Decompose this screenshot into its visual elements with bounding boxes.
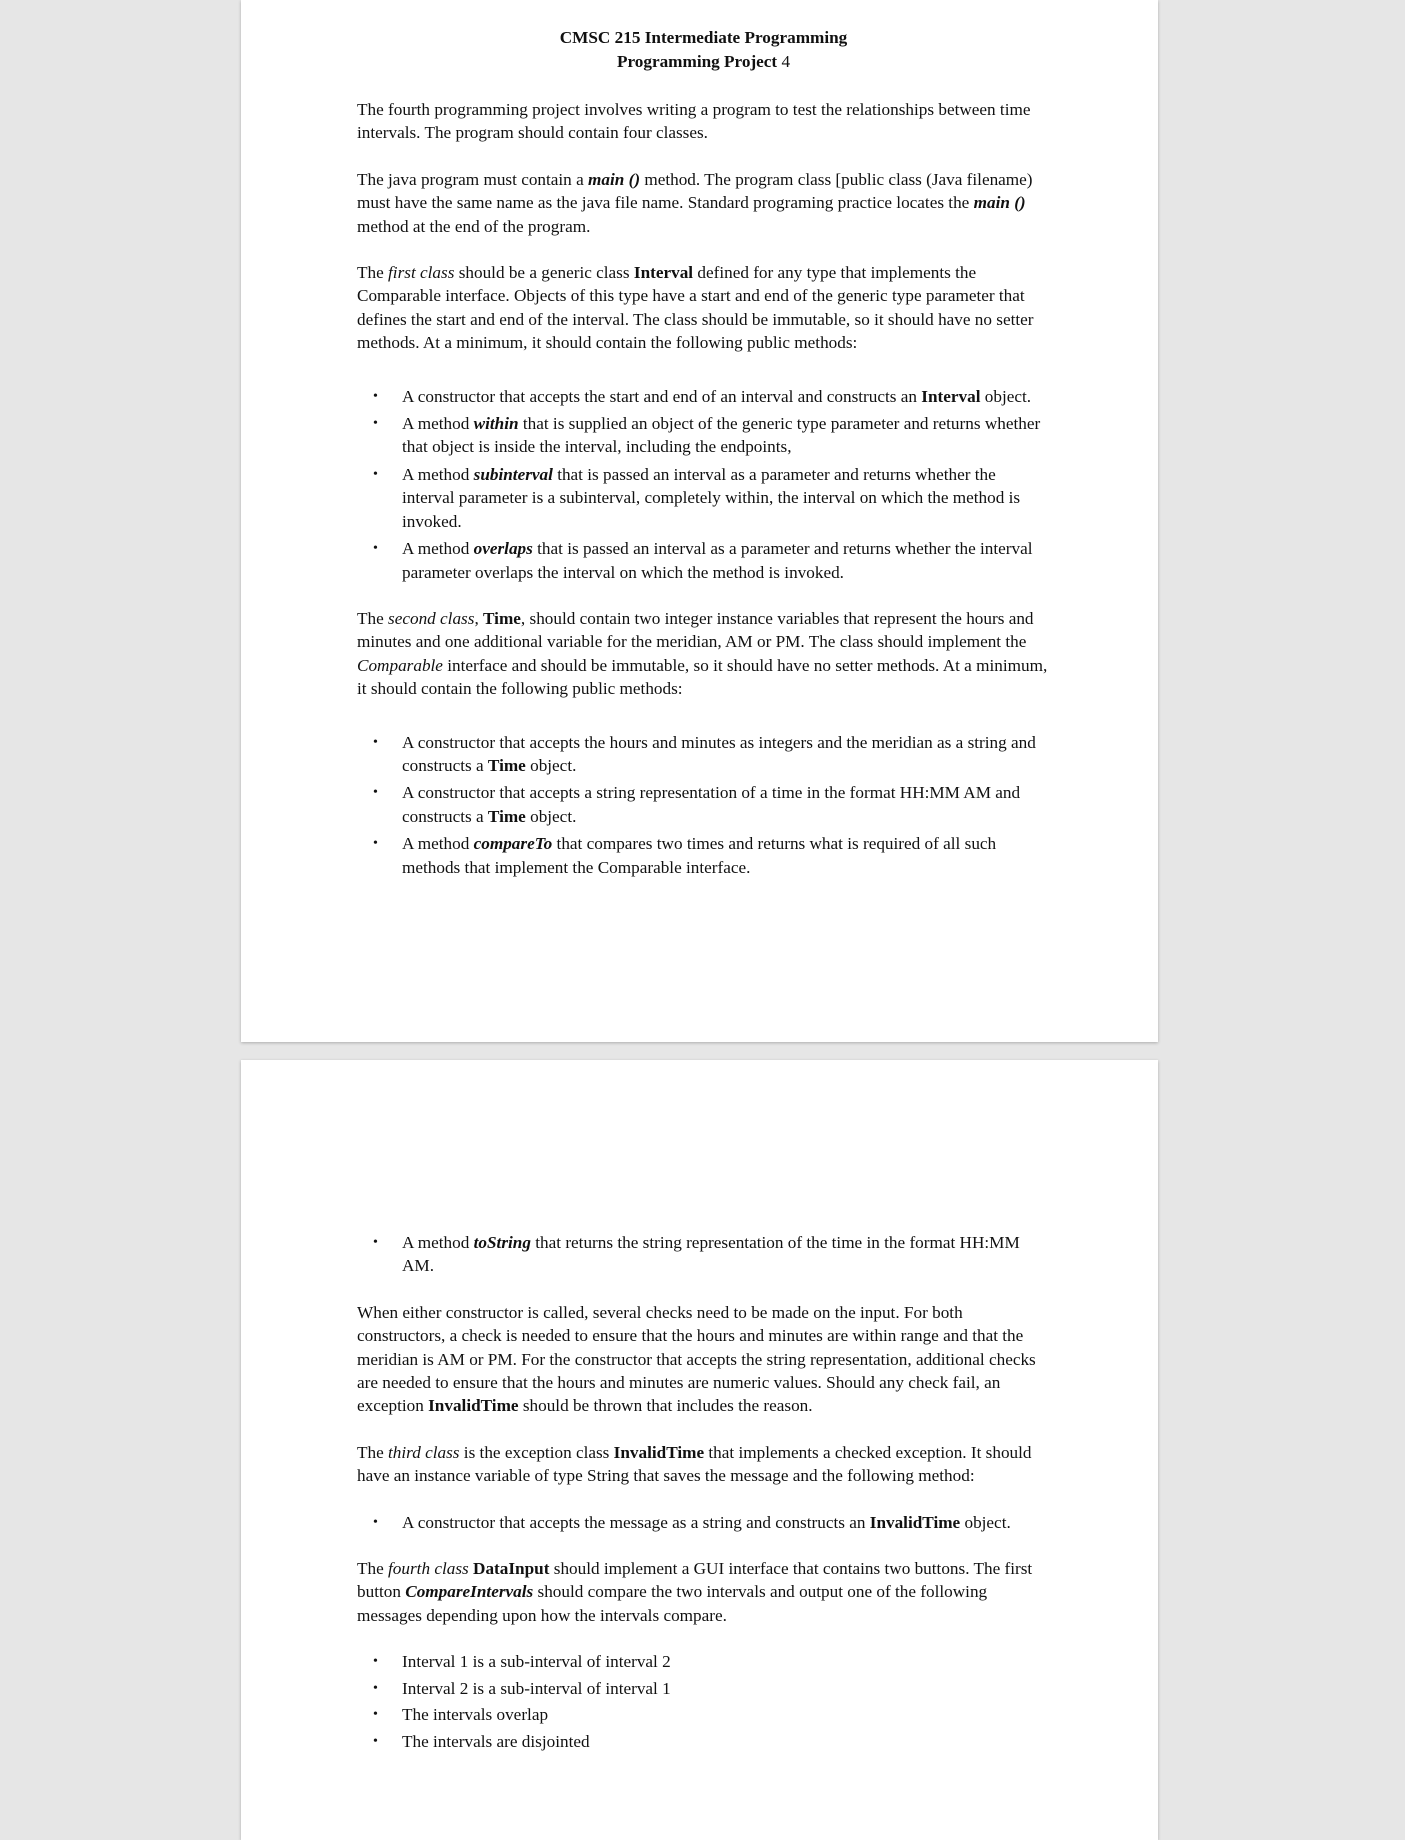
list-item: • Interval 1 is a sub-interval of interval 2: [373, 1652, 671, 1672]
list-item: • A constructor that accepts the message as a string and constructs an InvalidTime object.: [373, 1512, 1011, 1532]
invalidtime-methods-list: [357, 1511, 1050, 1534]
list-item: • A method within that is supplied an object of the generic type parameter and returns whether that object is inside the interval, including the endpoints,: [373, 414, 1041, 457]
list-item: • A constructor that accepts a string representation of a time in the format HH:MM AM and constructs a Time object.: [373, 783, 1021, 826]
document-page-2: [241, 1060, 1158, 1840]
document-page-1: [241, 0, 1158, 1042]
list-item: • The intervals are disjointed: [373, 1731, 590, 1751]
second-class-paragraph: The second class, Time, should contain two integer instance variables that represent the hours and minutes and one additional variable for the meridian, AM or PM. The class should implement the Comparable interface and should be immutable, so it should have no setter methods. At a minimum, it should contain the following public methods:: [357, 608, 1048, 699]
time-methods-list-continued: [357, 1231, 1050, 1278]
list-item: • A method compareTo that compares two times and returns what is required of all such methods that implement the Comparable interface.: [373, 834, 997, 877]
interval-methods-list: [357, 385, 1050, 584]
page-1-content: [357, 26, 1050, 902]
list-item: • A method overlaps that is passed an interval as a parameter and returns whether the interval parameter overlaps the interval on which the method is invoked.: [373, 539, 1033, 582]
list-item: • The intervals overlap: [373, 1705, 549, 1725]
fourth-class-paragraph: The fourth class DataInput should implement a GUI interface that contains two buttons. The first button CompareIntervals should compare the two intervals and output one of the following messages depending upon how the intervals compare.: [357, 1559, 1033, 1625]
document-title: [357, 26, 1050, 74]
list-item: • A constructor that accepts the start and end of an interval and constructs an Interval object.: [373, 386, 1032, 406]
constructor-checks-paragraph: When either constructor is called, several checks need to be made on the input. For both constructors, a check is needed to ensure that the hours and minutes are within range and that the meridian is AM or PM. For the constructor that accepts the string representation, additional checks are needed to ensure that the hours and minutes are numeric values. Should any check fail, an exception InvalidTime should be thrown that includes the reason.: [357, 1302, 1036, 1416]
list-item: • A method subinterval that is passed an interval as a parameter and returns whether the interval parameter is a subinterval, completely within, the interval on which the method is invoked.: [373, 464, 1021, 531]
intro-paragraph: The fourth programming project involves writing a program to test the relationships between time intervals. The program should contain four classes.: [357, 100, 1031, 143]
project-title: Programming Project 4: [616, 52, 791, 71]
list-item: • Interval 2 is a sub-interval of interval 1: [373, 1678, 671, 1698]
third-class-paragraph: The third class is the exception class InvalidTime that implements a checked exception. It should have an instance variable of type String that saves the message and the following method:: [357, 1442, 1032, 1486]
page-2-content: [357, 1231, 1050, 1776]
first-class-paragraph: The first class should be a generic class Interval defined for any type that implements the Comparable interface. Objects of this type have a start and end of the generic type parameter that defines the start and end of the interval. The class should be immutable, so it should have no setter methods. At a minimum, it should contain the following public methods:: [357, 263, 1034, 353]
main-method-paragraph: The java program must contain a main () method. The program class [public class (Java filename) must have the same name as the java file name. Standard programing practice locates the main () method at the end of the program.: [357, 169, 1033, 236]
list-item: • A constructor that accepts the hours and minutes as integers and the meridian as a string and constructs a Time object.: [373, 732, 1036, 775]
course-title: CMSC 215 Intermediate Programming: [559, 28, 848, 47]
interval-messages-list: [357, 1650, 1050, 1753]
time-methods-list: [357, 731, 1050, 879]
list-item: • A method toString that returns the string representation of the time in the format HH:MM AM.: [373, 1233, 1020, 1276]
